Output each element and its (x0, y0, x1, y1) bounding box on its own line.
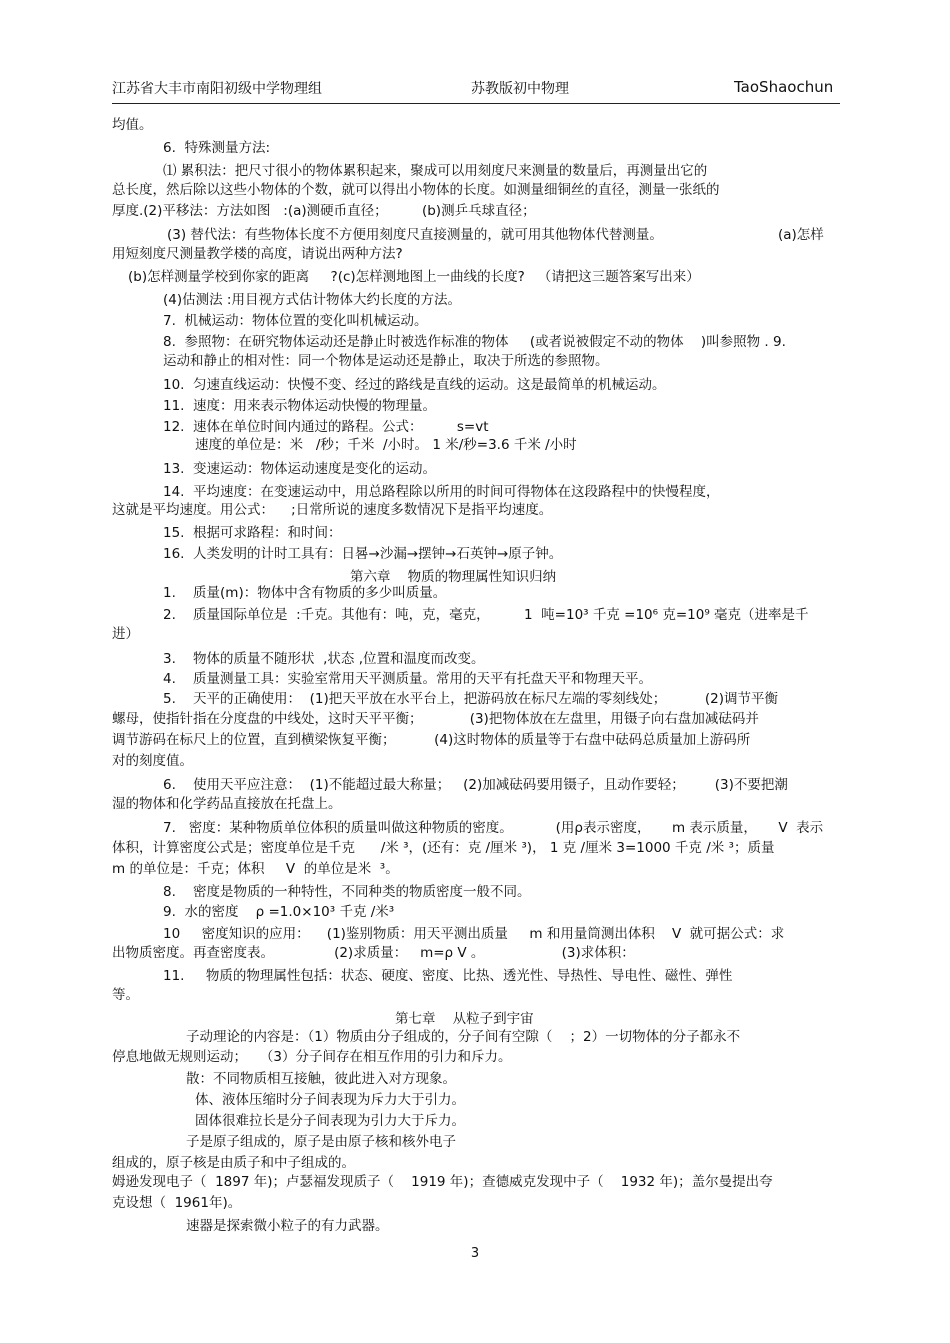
text-line: 调节游码在标尺上的位置，直到横梁恢复平衡； (4)这时物体的质量等于右盘中砝码总质量加上游码所 (112, 732, 751, 748)
text-line: 出物质密度。再查密度表。 (2)求质量： m=ρ V 。 (3)求体积： (112, 945, 635, 961)
chapter-seven-title: 第七章 从粒子到宇宙 (395, 1011, 534, 1027)
text-line: 散：不同物质相互接触，彼此进入对方现象。 (186, 1071, 456, 1087)
text-line: m 的单位是：千克；体积 V 的单位是米 ³。 (112, 861, 399, 877)
text-line: 速度的单位是：米 /秒；千米 /小时。 1 米/秒=3.6 千米 /小时 (195, 437, 577, 453)
text-line: 8. 密度是物质的一种特性，不同种类的物质密度一般不同。 (163, 884, 531, 900)
text-line: 6. 使用天平应注意： (1)不能超过最大称量； (2)加减砝码要用镊子，且动作要轻； (3)不要把潮 (163, 777, 788, 793)
text-line: 16. 人类发明的计时工具有：日晷→沙漏→摆钟→石英钟→原子钟。 (163, 546, 563, 562)
text-line: 湿的物体和化学药品直接放在托盘上。 (112, 796, 342, 812)
text-line: 等。 (112, 987, 139, 1003)
text-line: 7. 密度：某种物质单位体积的质量叫做这种物质的密度。 (用ρ表示密度， m 表示质量， V 表示 (163, 820, 824, 836)
text-line: 14. 平均速度：在变速运动中，用总路程除以所用的时间可得物体在这段路程中的快慢程度， (163, 484, 720, 500)
text-line: 11. 物质的物理属性包括：状态、硬度、密度、比热、透光性、导热性、导电性、磁性、弹性 (163, 968, 733, 984)
text-line: 体、液体压缩时分子间表现为斥力大于引力。 (195, 1092, 465, 1108)
header-subject: 苏教版初中物理 (471, 81, 569, 97)
text-line: 子是原子组成的，原子是由原子核和核外电子 (186, 1134, 456, 1150)
text-line: 用短刻度尺测量教学楼的高度，请说出两种方法? (112, 246, 403, 262)
header-author: TaoShaochun (734, 78, 834, 96)
header-rule (112, 103, 840, 104)
text-line: 5. 天平的正确使用： (1)把天平放在水平台上，把游码放在标尺左端的零刻线处； (2)调节平衡 (163, 691, 778, 707)
text-line: 总长度，然后除以这些小物体的个数，就可以得出小物体的长度。如测量细铜丝的直径，测量一张纸的 (112, 182, 720, 198)
text-line: (b)怎样测量学校到你家的距离 ?(c)怎样测地图上一曲线的长度? （请把这三题答案写出来） (128, 269, 700, 285)
text-line: 速器是探索微小粒子的有力武器。 (186, 1218, 389, 1234)
text-line: 7. 机械运动：物体位置的变化叫机械运动。 (163, 313, 428, 329)
text-line: 8. 参照物：在研究物体运动还是静止时被选作标准的物体 (或者说被假定不动的物体 )叫参照物 . 9. (163, 334, 786, 350)
text-line: ⑴ 累积法：把尺寸很小的物体累积起来，聚成可以用刻度尺来测量的数量后，再测量出它的 (163, 163, 708, 179)
text-line: 对的刻度值。 (112, 753, 193, 769)
page-number: 3 (470, 1246, 480, 1261)
text-line: (3) 替代法：有些物体长度不方便用刻度尺直接测量的，就可用其他物体代替测量。 (167, 227, 663, 243)
text-line: 体积，计算密度公式是；密度单位是千克 /米 ³，(还有：克 /厘米 ³)， 1 克 /厘米 3=1000 千克 /米 ³；质量 (112, 840, 775, 856)
text-line: 4. 质量测量工具：实验室常用天平测质量。常用的天平有托盘天平和物理天平。 (163, 671, 653, 687)
text-line: 10 密度知识的应用： (1)鉴别物质：用天平测出质量 m 和用量筒测出体积 V 就可据公式：求 (163, 926, 785, 942)
text-line: 这就是平均速度。用公式： ;日常所说的速度多数情况下是指平均速度。 (112, 502, 553, 518)
text-line: 进） (112, 626, 139, 642)
text-line: 螺母，使指针指在分度盘的中线处，这时天平平衡； (3)把物体放在左盘里，用镊子向右盘加减砝码并 (112, 711, 759, 727)
text-line: 9. 水的密度 ρ =1.0×10³ 千克 /米³ (163, 904, 395, 920)
text-line: 2. 质量国际单位是 :千克。其他有：吨，克，毫克， 1 吨=10³ 千克 =10⁶ 克=10⁹ 毫克（进率是千 (163, 607, 809, 623)
text-line: 固体很难拉长是分子间表现为引力大于斥力。 (195, 1113, 465, 1129)
text-line: 姆逊发现电子（ 1897 年)；卢瑟福发现质子（ 1919 年)；查德威克发现中子（ 1932 年)；盖尔曼提出夸 (112, 1174, 773, 1190)
text-line: (a)怎样 (778, 227, 824, 243)
text-line: 3. 物体的质量不随形状 ,状态 ,位置和温度而改变。 (163, 651, 485, 667)
text-line: 均值。 (112, 117, 153, 133)
text-line: 12. 速体在单位时间内通过的路程。公式： s=vt (163, 419, 489, 435)
text-line: 10. 匀速直线运动：快慢不变、经过的路线是直线的运动。这是最简单的机械运动。 (163, 377, 666, 393)
header-school: 江苏省大丰市南阳初级中学物理组 (112, 81, 322, 97)
text-line: 运动和静止的相对性：同一个物体是运动还是静止，取决于所选的参照物。 (163, 353, 609, 369)
text-line: 11. 速度：用来表示物体运动快慢的物理量。 (163, 398, 437, 414)
text-line: 13. 变速运动：物体运动速度是变化的运动。 (163, 461, 437, 477)
text-line: 克设想（ 1961年)。 (112, 1195, 242, 1211)
text-line: 15. 根据可求路程：和时间： (163, 525, 342, 541)
text-line: 子动理论的内容是：（1）物质由分子组成的，分子间有空隙（ ；2）一切物体的分子都永不 (186, 1029, 741, 1045)
chapter-six-title: 第六章 物质的物理属性知识归纳 (350, 569, 557, 585)
text-line: 组成的，原子核是由质子和中子组成的。 (112, 1155, 355, 1171)
text-line: 停息地做无规则运动； （3）分子间存在相互作用的引力和斥力。 (112, 1049, 512, 1065)
text-line: 厚度.(2)平移法：方法如图 :(a)测硬币直径； (b)测乒乓球直径； (112, 203, 536, 219)
text-line: (4)估测法 :用目视方式估计物体大约长度的方法。 (163, 292, 461, 308)
text-line: 1. 质量(m)：物体中含有物质的多少叫质量。 (163, 585, 447, 601)
text-line: 6. 特殊测量方法: (163, 140, 271, 156)
